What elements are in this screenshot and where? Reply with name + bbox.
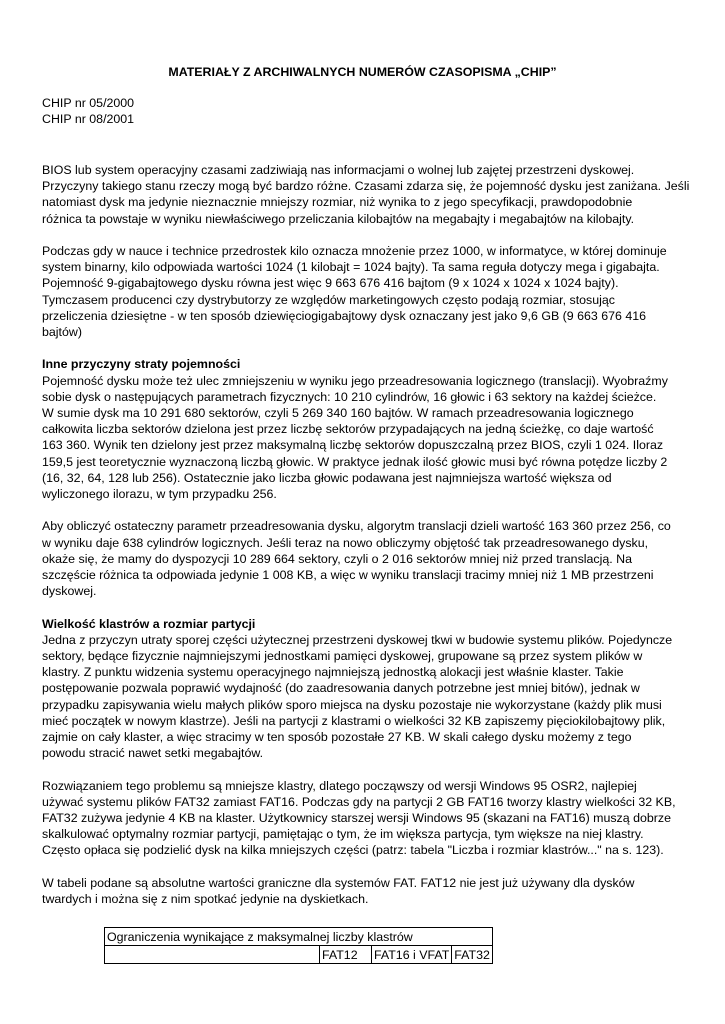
text-line: Jedna z przyczyn utraty sporej części użytecznej przestrzeni dyskowej tkwi w budowie systemu plików. Pojedyncze bbox=[42, 632, 673, 647]
text-line: W tabeli podane są absolutne wartości graniczne dla systemów FAT. FAT12 nie jest już używany dla dysków bbox=[42, 875, 635, 890]
table-header-row bbox=[105, 946, 493, 964]
table-caption: Ograniczenia wynikające z maksymalnej liczby klastrów bbox=[105, 928, 493, 946]
paragraph bbox=[42, 162, 690, 227]
text-line: Tymczasem producenci czy dystrybutorzy ze względów marketingowych często podają rozmiar, stosując bbox=[42, 292, 615, 307]
text-line: dyskowej. bbox=[42, 584, 97, 599]
text-line: różnica ta powstaje w wyniku niewłaściwego przeliczania kilobajtów na megabajty i megabajtów na kilobajty. bbox=[42, 211, 635, 226]
table-header-cell: FAT16 i VFAT bbox=[372, 946, 452, 964]
text-line: twardych i można się z nim spotkać jedynie na dyskietkach. bbox=[42, 892, 369, 907]
text-line: FAT32 zużywa jedynie 4 KB na klaster. Użytkownicy starszej wersji Windows 95 (skazani na FAT16) muszą dobrze bbox=[42, 811, 671, 826]
paragraph bbox=[42, 778, 682, 859]
text-line: szczęście różnica ta odpowiada jedynie 1 008 KB, a więc w wyniku translacji tracimy mniej niż 1 MB przestrzeni bbox=[42, 568, 654, 583]
text-line: Aby obliczyć ostateczny parametr przeadresowania dysku, algorytm translacji dzieli wartość 163 360 przez 256, co bbox=[42, 519, 671, 534]
text-line: używać systemu plików FAT32 zamiast FAT16. Podczas gdy na partycji 2 GB FAT16 tworzy klastry wielkości 32 KB, bbox=[42, 794, 676, 809]
text-line: natomiast dysk ma jedynie nieznacznie mniejszy rozmiar, niż wynika to z jego specyfikacji, prawdopodobnie bbox=[42, 195, 633, 210]
text-line: okaże się, że mamy do dyspozycji 10 289 664 sektory, czyli o 2 016 sektorów mniej niż przed translacją. Na bbox=[42, 551, 632, 566]
text-line: Pojemność 9-gigabajtowego dysku równa jest więc 9 663 676 416 bajtom (9 x 1024 x 1024 x 1024 bajty). bbox=[42, 276, 619, 291]
text-line: w wyniku daje 638 cylindrów logicznych. Jeśli teraz na nowo obliczymy objętość tak przeadresowanego dysku, bbox=[42, 535, 649, 550]
table-caption-row bbox=[105, 928, 493, 946]
issue-references bbox=[42, 95, 134, 127]
paragraph bbox=[42, 875, 682, 907]
text-line: Przyczyny takiego stanu rzeczy mogą być bardzo różne. Czasami zdarza się, że pojemność dysku jest zaniżana. Jeśli bbox=[42, 179, 690, 194]
text-line: 159,5 jest teoretycznie wyznaczoną liczbą głowic. W praktyce jednak ilość głowic musi być równa potędze liczby 2 bbox=[42, 454, 668, 469]
paragraph bbox=[42, 518, 682, 599]
text-line: postępowanie pozwala poprawić wydajność (do zaadresowania danych potrzebne jest mniej bitów), jednak w bbox=[42, 681, 640, 696]
section-heading: Wielkość klastrów a rozmiar partycji bbox=[42, 616, 256, 631]
table-header-cell bbox=[105, 946, 320, 964]
text-line: Często opłaca się podzielić dysk na kilka mniejszych części (patrz: tabela "Liczba i rozmiar klastrów..." na s. 123). bbox=[42, 843, 664, 858]
text-line: (16, 32, 64, 128 lub 256). Ostatecznie jako liczba głowic podawana jest najmniejsza wartość większa od bbox=[42, 470, 612, 485]
text-line: skalkulować optymalny rozmiar partycji, pamiętając o tym, że im większa partycja, tym większe na niej klastry. bbox=[42, 827, 644, 842]
issue-reference: CHIP nr 08/2001 bbox=[42, 112, 135, 127]
text-line: mieć początek w nowym klastrze). Jeśli na partycji z klastrami o wielkości 32 KB zapiszemy pięciokilobajtowy plik, bbox=[42, 713, 666, 728]
text-line: klastry. Z punktu widzenia systemu operacyjnego najmniejszą jednostką alokacji jest właśnie klaster. Takie bbox=[42, 665, 624, 680]
text-line: Podczas gdy w nauce i technice przedrostek kilo oznacza mnożenie przez 1000, w informatyce, w której dominuje bbox=[42, 244, 667, 258]
issue-reference: CHIP nr 05/2000 bbox=[42, 96, 135, 110]
paragraph bbox=[42, 616, 682, 762]
text-line: Rozwiązaniem tego problemu są mniejsze klastry, dlatego począwszy od wersji Windows 95 OSR2, najlepiej bbox=[42, 778, 637, 793]
text-line: wyliczonego ilorazu, w tym przypadku 256. bbox=[42, 487, 277, 502]
text-line: Pojemność dysku może też ulec zmniejszeniu w wyniku jego przeadresowania logicznego (translacji). Wyobraźmy bbox=[42, 373, 668, 388]
paragraph bbox=[42, 243, 682, 340]
text-line: system binarny, kilo odpowiada wartości 1024 (1 kilobajt = 1024 bajty). Ta sama reguła dotyczy mega i gigabajta. bbox=[42, 260, 660, 275]
text-line: sobie dysk o następujących parametrach fizycznych: 10 210 cylindrów, 16 głowic i 63 sektory na każdej ścieżce. bbox=[42, 389, 657, 404]
section-heading: Inne przyczyny straty pojemności bbox=[42, 357, 241, 372]
text-line: sektory, będące fizycznie najmniejszymi jednostkami pamięci dyskowej, grupowane są przez system plików w bbox=[42, 649, 643, 664]
text-line: przeliczenia dziesiętne - w ten sposób dziewięciogigabajtowy dysk oznaczany jest jako 9,6 GB (9 663 676 416 bbox=[42, 308, 647, 323]
text-line: W sumie dysk ma 10 291 680 sektorów, czyli 5 269 340 160 bajtów. W ramach przeadresowania logicznego bbox=[42, 406, 634, 421]
text-line: BIOS lub system operacyjny czasami zadziwiają nas informacjami o wolnej lub zajętej przestrzeni dyskowej. bbox=[42, 163, 635, 177]
cluster-limits-table bbox=[104, 927, 493, 964]
text-line: bajtów) bbox=[42, 325, 82, 340]
paragraph bbox=[42, 356, 682, 502]
document-title: MATERIAŁY Z ARCHIWALNYCH NUMERÓW CZASOPISMA „CHIP” bbox=[168, 65, 557, 79]
text-line: całkowita liczba sektorów dzielona jest przez liczbę sektorów przypadających na jedną ścieżkę, co daje wartość bbox=[42, 422, 654, 437]
text-line: powodu stracić nawet setki megabajtów. bbox=[42, 746, 264, 761]
table-header-cell: FAT12 bbox=[320, 946, 372, 964]
text-line: 163 360. Wynik ten dzielony jest przez maksymalną liczbę sektorów dopuszczalną przez BIOS, czyli 1 024. Iloraz bbox=[42, 438, 664, 453]
table-header-cell: FAT32 bbox=[452, 946, 493, 964]
text-line: zajmie on cały klaster, a więc stracimy w ten sposób pozostałe 27 KB. W skali całego dysku możemy z tego bbox=[42, 730, 632, 745]
text-line: przypadku zapisywania wielu małych plików sporo miejsca na dysku pozostaje nie wykorzystane (każdy plik musi bbox=[42, 697, 662, 712]
article-body bbox=[42, 162, 690, 923]
